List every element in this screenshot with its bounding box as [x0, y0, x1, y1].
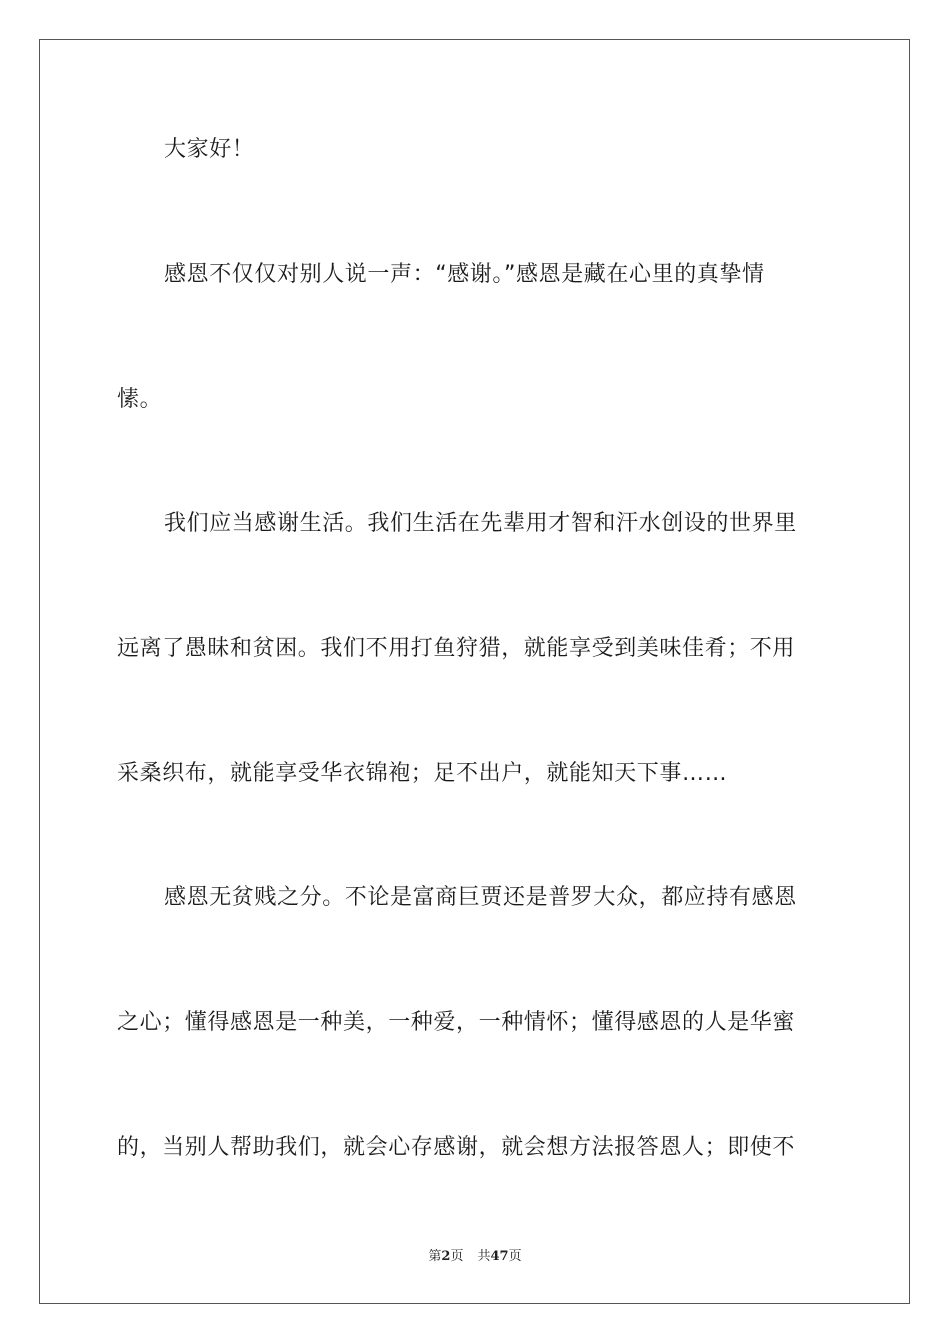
- paragraph-2-line-3: 采桑织布，就能享受华衣锦袍；足不出户，就能知天下事……: [117, 761, 728, 786]
- total-suffix: 页: [508, 1249, 522, 1264]
- page-footer: [0, 1245, 950, 1264]
- greeting-line: 大家好！: [164, 137, 255, 162]
- page-prefix: 第: [428, 1249, 442, 1264]
- paragraph-3-line-3: 的，当别人帮助我们，就会心存感谢，就会想方法报答恩人；即使不: [117, 1135, 796, 1160]
- page-number: 2: [441, 1249, 451, 1264]
- page-border: [39, 39, 910, 1304]
- paragraph-2-line-1: 我们应当感谢生活。我们生活在先辈用才智和汗水创设的世界里: [164, 511, 797, 536]
- paragraph-1-line-1: 感恩不仅仅对别人说一声：“感谢。”感恩是藏在心里的真挚情: [164, 262, 765, 287]
- total-prefix: 共: [477, 1249, 491, 1264]
- paragraph-1-line-2: 愫。: [117, 387, 163, 412]
- paragraph-3-line-1: 感恩无贫贱之分。不论是富商巨贾还是普罗大众，都应持有感恩: [164, 885, 797, 910]
- paragraph-3-line-2: 之心；懂得感恩是一种美，一种爱，一种情怀；懂得感恩的人是华蜜: [117, 1010, 796, 1035]
- paragraph-2-line-2: 远离了愚昧和贫困。我们不用打鱼狩猎，就能享受到美味佳肴；不用: [117, 636, 796, 661]
- total-pages: 47: [490, 1249, 509, 1264]
- page-suffix: 页: [450, 1249, 464, 1264]
